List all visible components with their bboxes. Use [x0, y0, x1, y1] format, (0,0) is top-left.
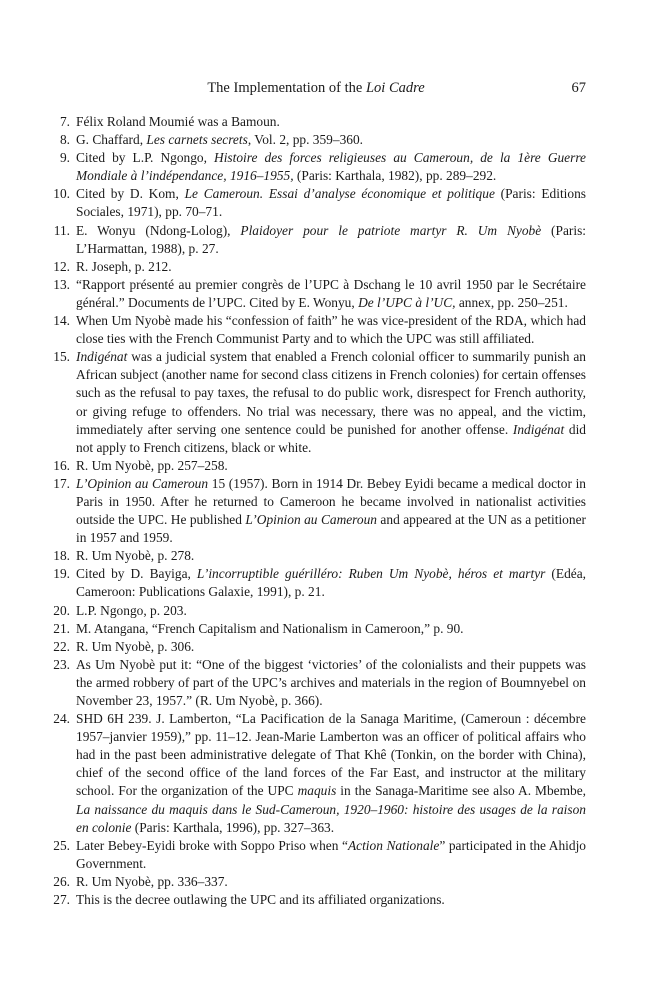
endnote [46, 656, 586, 710]
endnote-text [76, 620, 586, 638]
page-header [46, 80, 586, 100]
endnote-text-segment: When Um Nyobè made his “confession of faith” he was vice-president of the RDA, which had close ties with the French Communist Party and to which the UPC was still affiliated. [76, 313, 586, 347]
endnote-text [76, 710, 586, 837]
endnote-italic-segment: De l’UPC à l’UC, [358, 294, 456, 310]
page-number: 67 [571, 80, 586, 96]
endnote-text-segment: Cited by D. Kom, [76, 186, 185, 202]
endnote-number: 10. [53, 186, 70, 202]
endnote-text [76, 873, 586, 891]
running-title [46, 80, 586, 97]
endnote-italic-segment: La naissance du maquis dans le Sud-Cameroun, 1920–1960: histoire des usages de la raison en colonie [76, 801, 586, 835]
endnote-number: 26. [53, 873, 70, 889]
endnote-number: 11. [53, 222, 70, 238]
endnote-text-segment: (Edéa, Cameroon: Publications Galaxie, 1991), p. 21. [76, 566, 586, 600]
endnote [46, 710, 586, 837]
endnote-text [76, 475, 586, 547]
endnote-italic-segment: Les carnets secrets [146, 132, 248, 148]
endnote-text-segment: ” participated in the Ahidjo Government. [76, 837, 586, 871]
endnotes-list [46, 113, 586, 909]
endnote-number: 8. [59, 132, 70, 148]
endnote-text [76, 656, 586, 710]
endnote-number: 7. [59, 114, 70, 129]
endnote [46, 113, 586, 131]
endnote [46, 620, 586, 638]
endnote [46, 565, 586, 601]
endnote-number: 12. [53, 258, 70, 274]
endnote-text-segment: did not apply to French citizens, black or white. [76, 421, 586, 455]
endnote-text-segment: 15 (1957). Born in 1914 Dr. Bebey Eyidi became a medical doctor in Paris in 1950. After he returned to Cameroon he became involved in nationalist activities outside the UPC. He published [76, 475, 586, 528]
endnote-italic-segment: L’Opinion au Cameroun [245, 512, 377, 528]
endnote [46, 457, 586, 475]
endnote [46, 837, 586, 873]
endnote-italic-segment: Plaidoyer pour le patriote martyr R. Um Nyobè [240, 222, 542, 238]
endnote-number: 9. [59, 150, 70, 166]
endnote-text-segment: Cited by L.P. Ngongo, [76, 150, 215, 166]
endnote-text-segment: “Rapport présenté au premier congrès de l’UPC à Dschang le 10 avril 1950 par le Secrétaire général.” Documents de l’UPC. Cited by E. Wonyu, [76, 276, 586, 310]
endnote [46, 348, 586, 457]
endnote-italic-segment: maquis [297, 783, 337, 799]
endnote-text-segment: (Paris: Editions Sociales, 1971), pp. 70–71. [76, 186, 586, 220]
endnote-text-segment: was a judicial system that enabled a French colonial officer to summarily punish an African subject (another name for second class citizens in French colonies) for certain offenses such as the refusal to pay taxes, the refusal to do public work, disrespect for French authority, or giving refuge to offenders. No trial was necessary, there was no appeal, and the victim, immediately after serving one sentence could be punished for another offense. [76, 349, 586, 437]
endnote [46, 638, 586, 656]
endnote-text [76, 457, 586, 475]
endnote [46, 185, 586, 221]
endnote-text [76, 891, 586, 909]
endnote-text-segment: This is the decree outlawing the UPC and its affiliated organizations. [76, 892, 445, 908]
endnote-text [76, 222, 586, 258]
endnote-number: 20. [53, 602, 70, 618]
endnote-italic-segment: Action Nationale [347, 837, 440, 853]
endnote-text-segment: R. Um Nyobè, p. 306. [76, 638, 195, 654]
endnote [46, 891, 586, 909]
endnote-text [76, 258, 586, 276]
endnote [46, 131, 586, 149]
endnote-number: 19. [53, 566, 70, 582]
endnote-text-segment: in the Sanaga-Maritime see also A. Mbembe, [336, 783, 586, 799]
endnote [46, 276, 586, 312]
endnote-number: 17. [53, 475, 70, 491]
endnote-text-segment: As Um Nyobè put it: “One of the biggest ‘victories’ of the colonialists and their puppets was the armed robbery of part of the UPC’s archives and materials in the region of Boumnyebel on November 23, 1957.” (R. Um Nyobè, p. 366). [76, 656, 586, 708]
endnote [46, 258, 586, 276]
endnote-text-segment: , Vol. 2, pp. 359–360. [247, 132, 364, 148]
endnote-text-segment: Cited by D. Bayiga, [76, 566, 197, 582]
endnote-number: 15. [53, 349, 70, 365]
endnote-text [76, 149, 586, 185]
endnote-text-segment: Later Bebey-Eyidi broke with Soppo Priso when “ [76, 837, 348, 853]
endnote-number: 25. [53, 837, 70, 853]
endnote-text-segment: (Paris: L’Harmattan, 1988), p. 27. [76, 222, 586, 256]
endnote-italic-segment: Indigénat [76, 349, 128, 365]
endnote-text [76, 312, 586, 348]
endnote-text-segment: R. Um Nyobè, pp. 257–258. [76, 457, 228, 473]
endnote [46, 547, 586, 565]
endnote-text [76, 185, 586, 221]
endnote-text-segment: E. Wonyu (Ndong-Lolog), [76, 222, 241, 238]
endnote-text-segment: L.P. Ngongo, p. 203. [76, 602, 187, 618]
endnote-text-segment: (Paris: Karthala, 1982), pp. 289–292. [293, 168, 497, 184]
endnote-italic-segment: Histoire des forces religieuses au Cameroun, de la 1ère Guerre Mondiale à l’indépendance, 1916–1955, [76, 150, 586, 184]
endnote-number: 18. [53, 548, 70, 564]
endnote-italic-segment: Le Cameroun. Essai d’analyse économique et politique [184, 186, 495, 202]
endnote-text-segment: R. Joseph, p. 212. [76, 258, 172, 274]
endnote [46, 149, 586, 185]
endnote-text-segment: M. Atangana, “French Capitalism and Nationalism in Cameroon,” p. 90. [76, 620, 464, 636]
endnote-text [76, 348, 586, 457]
endnote-text [76, 565, 586, 601]
endnote-text-segment: annex, pp. 250–251. [455, 294, 568, 310]
endnote-number: 13. [53, 276, 70, 292]
running-title-prefix: The Implementation of the [207, 80, 366, 96]
endnote-text-segment: Félix Roland Moumié was a Bamoun. [76, 114, 280, 129]
endnote-number: 22. [53, 638, 70, 654]
endnote-number: 27. [53, 892, 70, 908]
endnote-number: 14. [53, 313, 70, 329]
endnote-text [76, 837, 586, 873]
endnote-text [76, 638, 586, 656]
endnote [46, 475, 586, 547]
running-title-italic: Loi Cadre [365, 80, 425, 96]
endnote-text [76, 131, 586, 149]
endnote [46, 312, 586, 348]
endnote-text-segment: G. Chaffard, [76, 132, 147, 148]
endnote-number: 16. [53, 457, 70, 473]
endnote-text [76, 602, 586, 620]
endnote-italic-segment: L’incorruptible guérilléro: Ruben Um Nyobè, héros et martyr [196, 566, 546, 582]
endnote-text-segment: SHD 6H 239. J. Lamberton, “La Pacification de la Sanaga Maritime, (Cameroun : décembre 1957–janvier 1959),” pp. 11–12. Jean-Marie Lamberton was an officer of political affairs who had in the past been administrative delegate of That Khê (Tonkin, on the border with China), chief of the second office of the land forces of the Far East, and instructor at the military school. For the organization of the UPC [76, 711, 586, 799]
endnote-text-segment: R. Um Nyobè, p. 278. [76, 548, 195, 564]
endnote [46, 222, 586, 258]
endnote-text [76, 113, 586, 131]
endnote-text-segment: (Paris: Karthala, 1996), pp. 327–363. [131, 819, 335, 835]
endnote-italic-segment: Indigénat [512, 421, 565, 437]
endnote [46, 602, 586, 620]
endnote-number: 24. [53, 711, 70, 727]
endnote-text [76, 276, 586, 312]
endnote-text-segment: R. Um Nyobè, pp. 336–337. [76, 873, 228, 889]
endnote [46, 873, 586, 891]
endnote-number: 21. [53, 620, 70, 636]
endnote-text [76, 547, 586, 565]
endnote-text-segment: and appeared at the UN as a petitioner in 1957 and 1959. [76, 512, 586, 546]
endnote-italic-segment: L’Opinion au Cameroun [76, 475, 209, 491]
endnote-number: 23. [53, 656, 70, 672]
